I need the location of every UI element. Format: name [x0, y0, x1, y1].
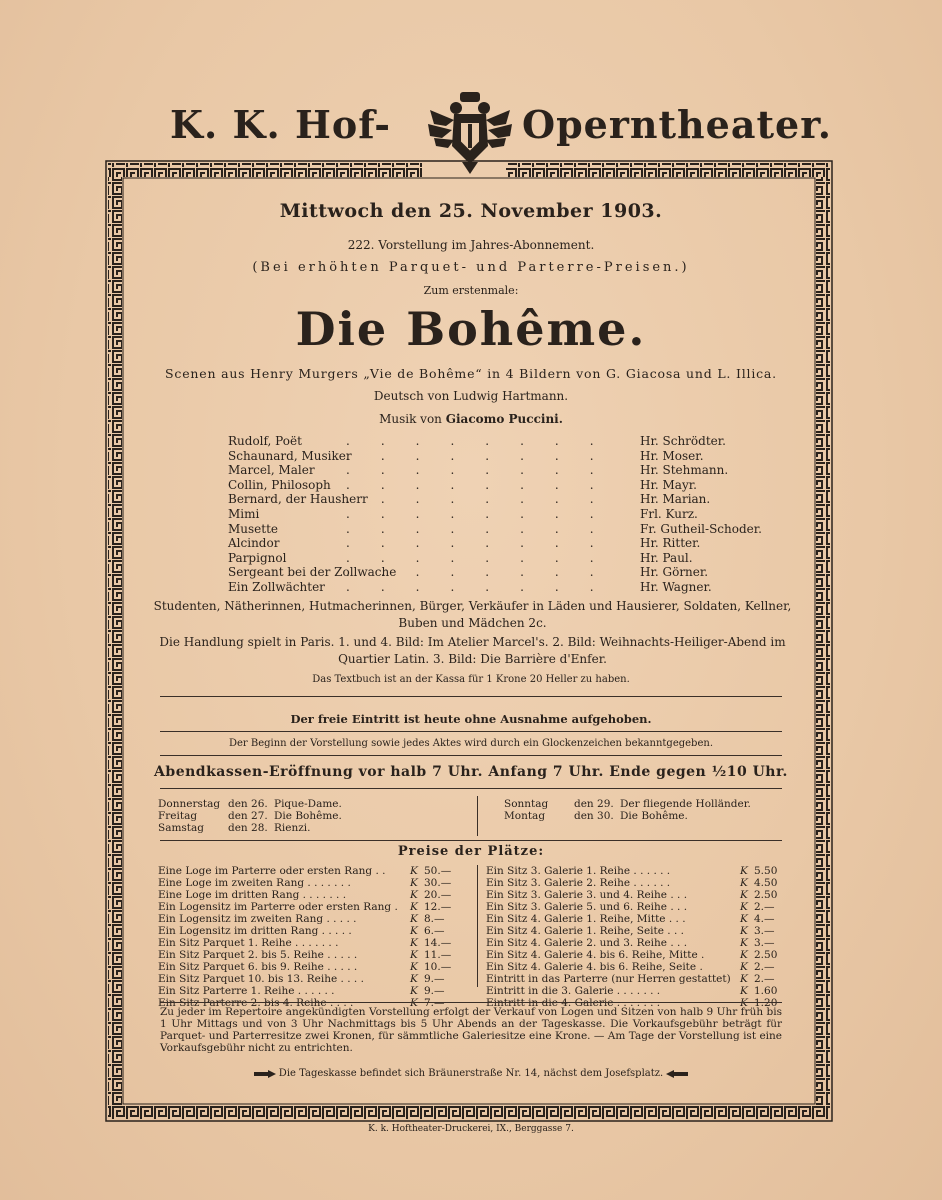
- price-amount: 2.—: [754, 973, 775, 985]
- price-amount: 9.—: [424, 985, 445, 997]
- setting-description: Die Handlung spielt in Paris. 1. und 4. Bild: Im Atelier Marcel's. 2. Bild: Weihnachts-Heiliger-Abend im Quartier Latin. 3. Bild: Die Barrière d'Enfer.: [159, 635, 786, 666]
- currency-symbol: K: [410, 877, 418, 889]
- cast-actor: Frl. Kurz.: [640, 506, 698, 521]
- divider-rule: [160, 840, 782, 841]
- price-amount: 30.—: [424, 877, 452, 889]
- price-row: [158, 949, 468, 961]
- price-label: Eintritt in die 4. Galerie . . . . . . .: [486, 997, 661, 1009]
- schedule-day: Donnerstag: [158, 798, 221, 810]
- divider-rule: [160, 731, 782, 732]
- price-label: Ein Sitz 3. Galerie 5. und 6. Reihe . . .: [486, 901, 688, 913]
- schedule-day: Samstag: [158, 822, 204, 834]
- price-amount: 4.50: [754, 877, 778, 889]
- price-row: [158, 961, 468, 973]
- currency-symbol: K: [410, 961, 418, 973]
- leader-dots: ........: [346, 550, 625, 565]
- price-increase-note: (Bei erhöhten Parquet- und Parterre-Preisen.): [252, 260, 690, 275]
- currency-symbol: K: [740, 925, 748, 937]
- cast-role: Bernard, der Hausherr: [228, 492, 368, 507]
- opera-subtitle: Scenen aus Henry Murgers „Vie de Bohême“ in 4 Bildern von G. Giacosa und L. Illica.: [165, 366, 777, 381]
- price-row: [486, 973, 786, 985]
- free-entry-notice: Der freie Eintritt ist heute ohne Ausnahme aufgehoben.: [290, 712, 652, 726]
- price-amount: 50.—: [424, 865, 452, 877]
- cast-role: Parpignol: [228, 550, 287, 565]
- day-box-office-note: [120, 1068, 822, 1079]
- currency-symbol: K: [740, 973, 748, 985]
- cast-role: Collin, Philosoph: [228, 477, 331, 492]
- price-label: Ein Sitz 4. Galerie 1. Reihe, Seite . . .: [486, 925, 684, 937]
- cast-row: [228, 580, 788, 595]
- price-row: [158, 901, 468, 913]
- price-label: Ein Sitz Parquet 10. bis 13. Reihe . . . .: [158, 973, 364, 985]
- price-row: [486, 877, 786, 889]
- price-row: [158, 865, 468, 877]
- price-amount: 3.—: [754, 937, 775, 949]
- currency-symbol: K: [740, 889, 748, 901]
- cast-row: [228, 434, 788, 449]
- composer-name: Giacomo Puccini.: [445, 412, 563, 426]
- price-amount: 3.—: [754, 925, 775, 937]
- price-label: Ein Sitz 4. Galerie 4. bis 6. Reihe, Seite .: [486, 961, 703, 973]
- price-row: [486, 925, 786, 937]
- schedule-date: den 29.: [574, 798, 614, 810]
- cast-row: [228, 507, 788, 522]
- price-row: [486, 901, 786, 913]
- currency-symbol: K: [740, 937, 748, 949]
- cast-role: Schaunard, Musiker: [228, 448, 352, 463]
- price-row: [486, 961, 786, 973]
- price-row: [486, 913, 786, 925]
- cast-actor: Hr. Paul.: [640, 550, 693, 565]
- divider-rule: [160, 1002, 782, 1003]
- price-table-right: [486, 865, 786, 1009]
- price-label: Ein Logensitz im zweiten Rang . . . . .: [158, 913, 357, 925]
- schedule-day: Sonntag: [504, 798, 549, 810]
- currency-symbol: K: [740, 901, 748, 913]
- price-row: [486, 865, 786, 877]
- price-row: [486, 949, 786, 961]
- price-amount: 1.60: [754, 985, 778, 997]
- price-row: [486, 937, 786, 949]
- schedule-day: Freitag: [158, 810, 198, 822]
- price-row: [158, 937, 468, 949]
- price-label: Ein Sitz Parterre 2. bis 4. Reihe . . . .: [158, 997, 354, 1009]
- cast-role: Ein Zollwächter: [228, 579, 325, 594]
- cast-role: Marcel, Maler: [228, 463, 315, 478]
- price-row: [486, 889, 786, 901]
- currency-symbol: K: [410, 913, 418, 925]
- price-label: Eine Loge im dritten Rang . . . . . . .: [158, 889, 347, 901]
- divider-rule: [160, 696, 782, 697]
- cast-actor: Hr. Ritter.: [640, 536, 701, 551]
- cast-row: [228, 522, 788, 537]
- cast-actor: Hr. Schrödter.: [640, 434, 726, 448]
- leader-dots: ........: [346, 506, 625, 521]
- music-credit: [120, 412, 822, 426]
- prices-title: Preise der Plätze:: [397, 844, 545, 859]
- schedule-date: den 26.: [228, 798, 268, 810]
- schedule-work: Der fliegende Holländer.: [620, 798, 751, 810]
- leader-dots: ........: [346, 565, 625, 580]
- price-label: Ein Sitz 4. Galerie 4. bis 6. Reihe, Mitte .: [486, 949, 705, 961]
- schedule-work: Die Bohême.: [274, 810, 342, 822]
- cast-actor: Fr. Gutheil-Schoder.: [640, 521, 762, 536]
- box-office-times: Abendkassen-Eröffnung vor halb 7 Uhr. Anfang 7 Uhr. Ende gegen ½10 Uhr.: [154, 764, 788, 780]
- first-time-label: Zum erstenmale:: [423, 284, 519, 297]
- cast-role: Rudolf, Poët: [228, 434, 302, 448]
- currency-symbol: K: [740, 985, 748, 997]
- price-amount: 10.—: [424, 961, 452, 973]
- currency-symbol: K: [410, 925, 418, 937]
- price-label: Eine Loge im Parterre oder ersten Rang . .: [158, 865, 386, 877]
- cast-actor: Hr. Stehmann.: [640, 463, 729, 478]
- cast-actor: Hr. Görner.: [640, 565, 709, 580]
- price-label: Ein Sitz 3. Galerie 2. Reihe . . . . . .: [486, 877, 671, 889]
- schedule-work: Pique-Dame.: [274, 798, 342, 810]
- currency-symbol: K: [740, 913, 748, 925]
- cast-role: Musette: [228, 521, 279, 536]
- price-amount: 4.—: [754, 913, 775, 925]
- price-row: [158, 985, 468, 997]
- cast-row: [228, 551, 788, 566]
- music-prefix: Musik von: [379, 412, 442, 426]
- price-amount: 14.—: [424, 937, 452, 949]
- performance-date: Mittwoch den 25. November 1903.: [279, 200, 663, 222]
- divider-rule: [160, 788, 782, 789]
- leader-dots: ........: [346, 492, 625, 507]
- cast-row: [228, 463, 788, 478]
- advance-sale-note: Zu jeder im Repertoire angekündigten Vorstellung erfolgt der Verkauf von Logen und Sitzen von halb 9 Uhr früh bis 1 Uhr Mittags und von 3 Uhr Nachmittags bis 5 Uhr Abends an der Tageskasse. Die Vorkaufsgebühr beträgt für Parquet- und Parterresitze zwei Kronen, für sämmtliche Galeriesitze eine Krone. — Am Tage der Vorstellung ist eine Vorkaufsgebühr nicht zu entrichten.: [160, 1006, 782, 1054]
- currency-symbol: K: [410, 901, 418, 913]
- chorus-list: Studenten, Nätherinnen, Hutmacherinnen, Bürger, Verkäufer in Läden und Hausierer, Soldaten, Kellner, Buben und Mädchen 2c.: [153, 599, 792, 630]
- price-label: Ein Logensitz im dritten Rang . . . . .: [158, 925, 352, 937]
- printer-imprint: K. k. Hoftheater-Druckerei, IX., Berggasse 7.: [368, 1124, 574, 1134]
- schedule-date: den 27.: [228, 810, 268, 822]
- price-label: Ein Sitz 4. Galerie 1. Reihe, Mitte . . .: [486, 913, 686, 925]
- price-amount: 5.50: [754, 865, 778, 877]
- price-row: [158, 877, 468, 889]
- translation-credit: Deutsch von Ludwig Hartmann.: [373, 389, 569, 403]
- schedule-work: Die Bohême.: [620, 810, 688, 822]
- libretto-note: Das Textbuch ist an der Kassa für 1 Krone 20 Heller zu haben.: [312, 674, 630, 685]
- currency-symbol: K: [740, 961, 748, 973]
- day-box-office-text: Die Tageskasse befindet sich Bräunerstraße Nr. 14, nächst dem Josefsplatz.: [278, 1068, 664, 1079]
- price-amount: 1.20: [754, 997, 778, 1009]
- price-amount: 11.—: [424, 949, 452, 961]
- price-amount: 2.50: [754, 949, 778, 961]
- bell-notice: Der Beginn der Vorstellung sowie jedes Aktes wird durch ein Glockenzeichen bekanntgegeben.: [228, 738, 713, 749]
- cast-actor: Hr. Marian.: [640, 492, 711, 507]
- price-amount: 20.—: [424, 889, 452, 901]
- header-right-text: Operntheater.: [522, 102, 832, 147]
- price-amount: 8.—: [424, 913, 445, 925]
- cast-actor: Hr. Wagner.: [640, 579, 712, 594]
- price-amount: 7.—: [424, 997, 445, 1009]
- schedule-date: den 30.: [574, 810, 614, 822]
- opera-title: Die Bohême.: [295, 302, 647, 356]
- price-amount: 2.—: [754, 961, 775, 973]
- price-amount: 12.—: [424, 901, 452, 913]
- divider-rule: [160, 755, 782, 756]
- schedule-work: Rienzi.: [274, 822, 311, 834]
- pointing-hand-left-icon: [666, 1070, 688, 1078]
- currency-symbol: K: [410, 985, 418, 997]
- price-label: Ein Sitz Parquet 1. Reihe . . . . . . .: [158, 937, 339, 949]
- currency-symbol: K: [410, 865, 418, 877]
- price-label: Eintritt in die 3. Galerie . . . . . . .: [486, 985, 661, 997]
- price-label: Ein Sitz Parquet 2. bis 5. Reihe . . . . .: [158, 949, 358, 961]
- cast-role: Sergeant bei der Zollwache: [228, 565, 397, 580]
- leader-dots: ........: [346, 463, 625, 478]
- leader-dots: ........: [346, 536, 625, 551]
- currency-symbol: K: [410, 949, 418, 961]
- cast-role: Mimi: [228, 506, 260, 521]
- leader-dots: ........: [346, 448, 625, 463]
- schedule-date: den 28.: [228, 822, 268, 834]
- currency-symbol: K: [410, 889, 418, 901]
- currency-symbol: K: [740, 877, 748, 889]
- cast-row: [228, 478, 788, 493]
- currency-symbol: K: [410, 937, 418, 949]
- price-amount: 2.50: [754, 889, 778, 901]
- price-row: [158, 889, 468, 901]
- leader-dots: ........: [346, 434, 625, 448]
- header-left-text: K. K. Hof-: [170, 102, 391, 147]
- currency-symbol: K: [740, 949, 748, 961]
- schedule-divider: [477, 796, 478, 836]
- cast-row: [228, 565, 788, 580]
- currency-symbol: K: [740, 865, 748, 877]
- schedule-day: Montag: [504, 810, 546, 822]
- price-table-left: [158, 865, 468, 1009]
- price-label: Ein Sitz Parquet 6. bis 9. Reihe . . . . .: [158, 961, 358, 973]
- price-row: [486, 985, 786, 997]
- price-label: Ein Sitz 4. Galerie 2. und 3. Reihe . . .: [486, 937, 688, 949]
- price-label: Ein Sitz Parterre 1. Reihe . . . . . .: [158, 985, 335, 997]
- cast-role: Alcindor: [228, 536, 280, 551]
- price-label: Eine Loge im zweiten Rang . . . . . . .: [158, 877, 351, 889]
- leader-dots: ........: [346, 521, 625, 536]
- leader-dots: ........: [346, 477, 625, 492]
- price-label: Ein Sitz 3. Galerie 3. und 4. Reihe . . .: [486, 889, 688, 901]
- price-row: [158, 925, 468, 937]
- currency-symbol: K: [410, 997, 418, 1009]
- price-label: Ein Logensitz im Parterre oder ersten Rang .: [158, 901, 398, 913]
- price-table-divider: [477, 865, 478, 987]
- leader-dots: ........: [346, 579, 625, 594]
- cast-row: [228, 449, 788, 464]
- performance-number: 222. Vorstellung im Jahres-Abonnement.: [347, 238, 595, 252]
- currency-symbol: K: [740, 997, 748, 1009]
- price-row: [158, 913, 468, 925]
- currency-symbol: K: [410, 973, 418, 985]
- price-amount: 2.—: [754, 901, 775, 913]
- cast-actor: Hr. Mayr.: [640, 477, 697, 492]
- pointing-hand-right-icon: [254, 1070, 276, 1078]
- cast-row: [228, 536, 788, 551]
- price-label: Ein Sitz 3. Galerie 1. Reihe . . . . . .: [486, 865, 671, 877]
- price-label: Eintritt in das Parterre (nur Herren gestattet): [486, 973, 731, 985]
- cast-actor: Hr. Moser.: [640, 448, 704, 463]
- price-amount: 9.—: [424, 973, 445, 985]
- price-amount: 6.—: [424, 925, 445, 937]
- price-row: [158, 973, 468, 985]
- cast-list: [228, 434, 788, 595]
- cast-row: [228, 492, 788, 507]
